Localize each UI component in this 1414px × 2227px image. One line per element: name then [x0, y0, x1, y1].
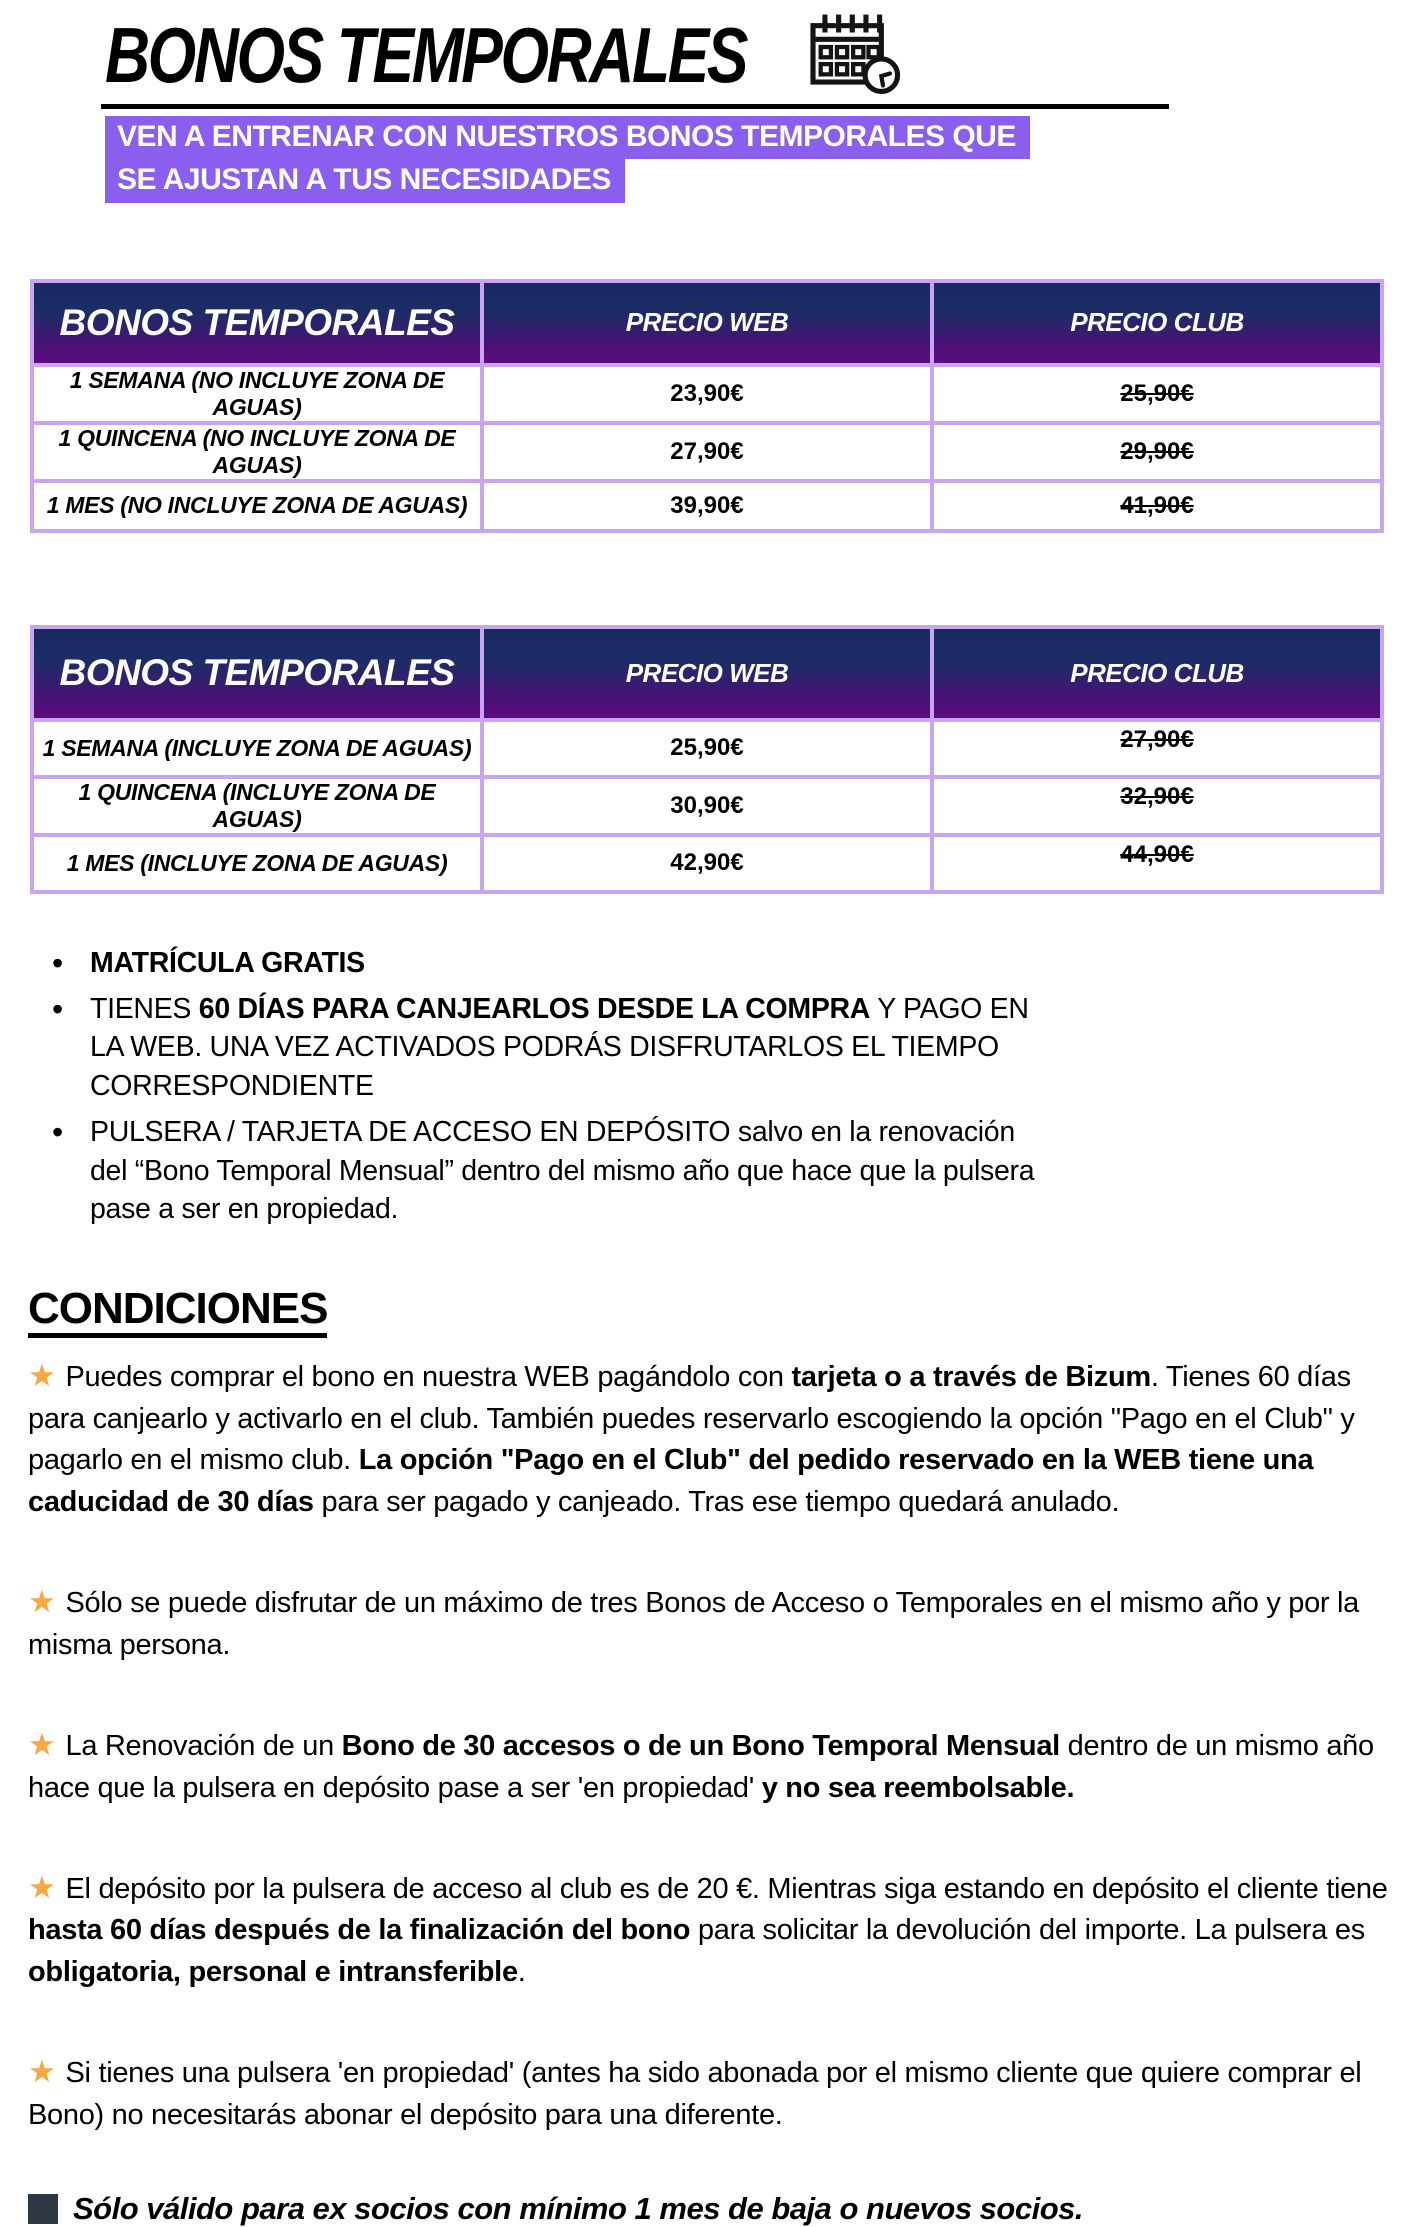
- column-header-bonos: BONOS TEMPORALES: [32, 627, 482, 720]
- column-header-precio-web: PRECIO WEB: [482, 627, 932, 720]
- bono-label: 1 QUINCENA (NO INCLUYE ZONA DE AGUAS): [32, 423, 482, 481]
- star-icon: ★: [28, 1869, 56, 1905]
- precio-web-value: 42,90€: [482, 835, 932, 892]
- header: [0, 0, 1414, 203]
- condition-paragraph: [28, 1723, 1394, 1809]
- bono-label: 1 QUINCENA (INCLUYE ZONA DE AGUAS): [32, 777, 482, 835]
- footnote: [28, 2191, 1414, 2227]
- bullet-text: PULSERA / TARJETA DE ACCESO EN DEPÓSITO salvo en la renovación del “Bono Temporal Mensual” dentro del mismo año que hace que la pulsera pase a ser en propiedad.: [90, 1115, 1035, 1226]
- condition-text: La Renovación de un Bono de 30 accesos o de un Bono Temporal Mensual dentro de un mismo año hace que la pulsera en depósito pase a ser 'en propiedad' y no sea reembolsable.: [28, 1730, 1374, 1804]
- star-icon: ★: [28, 1584, 56, 1620]
- star-icon: ★: [28, 1358, 56, 1394]
- condition-paragraph: [28, 2050, 1394, 2136]
- star-icon: ★: [28, 2054, 56, 2090]
- table-row: [32, 835, 1382, 892]
- precio-club-value-strikethrough: 27,90€: [932, 720, 1382, 777]
- condition-paragraph: [28, 1866, 1394, 1993]
- list-item: [48, 944, 1053, 983]
- bullet-text: TIENES 60 DÍAS PARA CANJEARLOS DESDE LA COMPRA Y PAGO EN LA WEB. UNA VEZ ACTIVADOS PODRÁS DISFRUTARLOS EL TIEMPO CORRESPONDIENTE: [90, 992, 1029, 1103]
- precio-web-value: 30,90€: [482, 777, 932, 835]
- bono-label: 1 MES (NO INCLUYE ZONA DE AGUAS): [32, 481, 482, 531]
- precio-club-value-strikethrough: 41,90€: [932, 481, 1382, 531]
- column-header-bonos: BONOS TEMPORALES: [32, 281, 482, 365]
- condition-text: Si tienes una pulsera 'en propiedad' (antes ha sido abonada por el mismo cliente que quiere comprar el Bono) no necesitarás abonar el depósito para una diferente.: [28, 2057, 1362, 2131]
- precio-web-value: 27,90€: [482, 423, 932, 481]
- benefits-bullet-list: [48, 944, 1053, 1229]
- star-icon: ★: [28, 1727, 56, 1763]
- tables-section: [30, 279, 1384, 894]
- condiciones-heading: CONDICIONES: [28, 1286, 327, 1338]
- footnote-text: Sólo válido para ex socios con mínimo 1 mes de baja o nuevos socios.: [73, 2191, 1083, 2227]
- column-header-precio-web: PRECIO WEB: [482, 281, 932, 365]
- table-header-row: [32, 627, 1382, 720]
- table-header-row: [32, 281, 1382, 365]
- precio-web-value: 25,90€: [482, 720, 932, 777]
- precio-web-value: 39,90€: [482, 481, 932, 531]
- table-row: [32, 365, 1382, 423]
- precio-club-value-strikethrough: 25,90€: [932, 365, 1382, 423]
- precio-club-value-strikethrough: 29,90€: [932, 423, 1382, 481]
- page-title: BONOS TEMPORALES: [105, 10, 747, 99]
- table-row: [32, 720, 1382, 777]
- condition-paragraph: [28, 1354, 1394, 1523]
- precio-club-value-strikethrough: 32,90€: [932, 777, 1382, 835]
- table-row: [32, 481, 1382, 531]
- bullet-dot-icon: •: [52, 1113, 63, 1150]
- subtitle: [105, 116, 1414, 203]
- condition-text: El depósito por la pulsera de acceso al club es de 20 €. Mientras siga estando en depósito el cliente tiene hasta 60 días después de la finalización del bono para solicitar la devolución del importe. La pulsera es obligatoria, personal e intransferible.: [28, 1872, 1388, 1988]
- bono-label: 1 SEMANA (NO INCLUYE ZONA DE AGUAS): [32, 365, 482, 423]
- subtitle-line-2: SE AJUSTAN A TUS NECESIDADES: [105, 159, 625, 202]
- table-row: [32, 777, 1382, 835]
- calendar-clock-icon: [806, 12, 902, 99]
- bullet-dot-icon: •: [52, 944, 63, 981]
- subtitle-line-1: VEN A ENTRENAR CON NUESTROS BONOS TEMPORALES QUE: [105, 116, 1030, 159]
- condition-text: Puedes comprar el bono en nuestra WEB pagándolo con tarjeta o a través de Bizum. Tienes 60 días para canjearlo y activarlo en el club. También puedes reservarlo escogiendo la opción "Pago en el Club" y pagarlo en el mismo club. La opción "Pago en el Club" del pedido reservado en la WEB tiene una caducidad de 30 días para ser pagado y canjeado. Tras ese tiempo quedará anulado.: [28, 1361, 1355, 1518]
- precio-club-value-strikethrough: 44,90€: [932, 835, 1382, 892]
- square-bullet-icon: [28, 2194, 58, 2224]
- title-row: [105, 10, 1414, 99]
- bullet-text: MATRÍCULA GRATIS: [90, 946, 365, 979]
- condition-paragraph: [28, 1580, 1394, 1666]
- title-underline-rule: [101, 104, 1169, 109]
- list-item: [48, 1113, 1053, 1229]
- column-header-precio-club: PRECIO CLUB: [932, 627, 1382, 720]
- table-row: [32, 423, 1382, 481]
- column-header-precio-club: PRECIO CLUB: [932, 281, 1382, 365]
- bono-label: 1 MES (INCLUYE ZONA DE AGUAS): [32, 835, 482, 892]
- price-table-con-aguas: [30, 625, 1384, 894]
- condition-text: Sólo se puede disfrutar de un máximo de tres Bonos de Acceso o Temporales en el mismo año y por la misma persona.: [28, 1587, 1360, 1661]
- price-table-no-aguas: [30, 279, 1384, 533]
- list-item: [48, 990, 1053, 1106]
- bullet-dot-icon: •: [52, 990, 63, 1027]
- bono-label: 1 SEMANA (INCLUYE ZONA DE AGUAS): [32, 720, 482, 777]
- precio-web-value: 23,90€: [482, 365, 932, 423]
